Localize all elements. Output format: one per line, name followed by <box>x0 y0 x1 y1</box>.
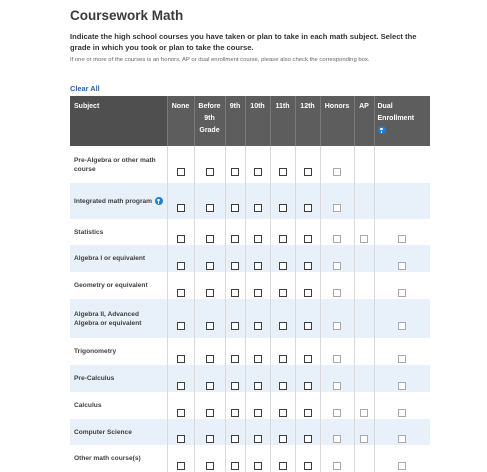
checkbox-dual-enrollment[interactable] <box>398 322 406 330</box>
checkbox-10th[interactable] <box>254 204 262 212</box>
instructions-text: Indicate the high school courses you have taken or plan to take in each math subject. Select the grade in which you took or plan to take the course. <box>70 32 417 52</box>
cell-ap <box>354 419 374 445</box>
checkbox-12th[interactable] <box>304 382 312 390</box>
table-row <box>70 338 430 365</box>
checkbox-none[interactable] <box>177 262 185 270</box>
checkbox-dual-enrollment[interactable] <box>398 289 406 297</box>
table-row <box>70 299 430 338</box>
checkbox-ap[interactable] <box>360 409 368 417</box>
cell-9th <box>225 245 245 272</box>
subject-wrap <box>74 281 167 290</box>
cell-10th <box>245 245 270 272</box>
cell-11th <box>270 445 295 472</box>
checkbox-9th[interactable] <box>231 235 239 243</box>
subject-cell <box>70 272 167 299</box>
checkbox-before-9th[interactable] <box>206 355 214 363</box>
table-row <box>70 245 430 272</box>
checkbox-9th[interactable] <box>231 355 239 363</box>
cell-honors <box>320 392 354 419</box>
cell-none <box>167 146 194 183</box>
checkbox-10th[interactable] <box>254 435 262 443</box>
cell-before-9th <box>194 146 225 183</box>
checkbox-before-9th[interactable] <box>206 435 214 443</box>
cell-dual-enrollment <box>374 445 430 472</box>
checkbox-12th[interactable] <box>304 322 312 330</box>
checkbox-10th[interactable] <box>254 322 262 330</box>
cell-dual-enrollment <box>374 146 430 183</box>
checkbox-11th[interactable] <box>279 289 287 297</box>
cell-9th <box>225 392 245 419</box>
subject-cell <box>70 146 167 183</box>
checkbox-11th[interactable] <box>279 204 287 212</box>
cell-before-9th <box>194 299 225 338</box>
checkbox-9th[interactable] <box>231 204 239 212</box>
cell-ap <box>354 299 374 338</box>
checkbox-honors[interactable] <box>333 289 341 297</box>
header-none: None <box>167 96 194 146</box>
cell-before-9th <box>194 338 225 365</box>
cell-before-9th <box>194 392 225 419</box>
checkbox-11th[interactable] <box>279 355 287 363</box>
cell-10th <box>245 419 270 445</box>
checkbox-none[interactable] <box>177 235 185 243</box>
cell-12th <box>295 445 320 472</box>
cell-12th <box>295 365 320 392</box>
note-text: If one or more of the courses is an honors, AP or dual enrollment course, please also check the corresponding box. <box>70 57 370 63</box>
checkbox-11th[interactable] <box>279 409 287 417</box>
cell-10th <box>245 183 270 219</box>
cell-10th <box>245 299 270 338</box>
cell-none <box>167 365 194 392</box>
cell-honors <box>320 245 354 272</box>
subject-cell <box>70 419 167 445</box>
table-row <box>70 146 430 183</box>
cell-before-9th <box>194 183 225 219</box>
table-row <box>70 392 430 419</box>
subject-wrap <box>74 401 167 410</box>
table-row <box>70 183 430 219</box>
subject-label: Trigonometry <box>74 348 117 355</box>
cell-dual-enrollment <box>374 219 430 245</box>
checkbox-11th[interactable] <box>279 462 287 470</box>
table-header-row <box>70 96 430 146</box>
checkbox-dual-enrollment[interactable] <box>398 409 406 417</box>
cell-none <box>167 338 194 365</box>
cell-10th <box>245 365 270 392</box>
checkbox-none[interactable] <box>177 204 185 212</box>
cell-11th <box>270 392 295 419</box>
header-before-9th: Before 9th Grade <box>194 96 225 146</box>
checkbox-12th[interactable] <box>304 235 312 243</box>
subject-cell <box>70 183 167 219</box>
cell-11th <box>270 299 295 338</box>
table-body <box>70 146 430 472</box>
subject-cell <box>70 299 167 338</box>
cell-ap <box>354 146 374 183</box>
cell-11th <box>270 272 295 299</box>
cell-9th <box>225 338 245 365</box>
checkbox-none[interactable] <box>177 435 185 443</box>
checkbox-dual-enrollment[interactable] <box>398 462 406 470</box>
checkbox-10th[interactable] <box>254 382 262 390</box>
cell-ap <box>354 272 374 299</box>
cell-honors <box>320 299 354 338</box>
cell-honors <box>320 419 354 445</box>
checkbox-9th[interactable] <box>231 322 239 330</box>
cell-11th <box>270 419 295 445</box>
header-subject: Subject <box>70 96 167 146</box>
subject-cell <box>70 365 167 392</box>
cell-9th <box>225 445 245 472</box>
checkbox-honors[interactable] <box>333 168 341 176</box>
checkbox-dual-enrollment[interactable] <box>398 382 406 390</box>
checkbox-dual-enrollment[interactable] <box>398 262 406 270</box>
cell-before-9th <box>194 219 225 245</box>
subject-wrap <box>74 428 167 437</box>
checkbox-none[interactable] <box>177 322 185 330</box>
checkbox-10th[interactable] <box>254 355 262 363</box>
subject-cell <box>70 392 167 419</box>
checkbox-before-9th[interactable] <box>206 382 214 390</box>
clear-all-link[interactable]: Clear All <box>70 84 100 93</box>
checkbox-none[interactable] <box>177 409 185 417</box>
subject-label: Pre-Calculus <box>74 375 115 382</box>
checkbox-before-9th[interactable] <box>206 322 214 330</box>
checkbox-12th[interactable] <box>304 409 312 417</box>
subject-label: Other math course(s) <box>74 455 141 462</box>
cell-9th <box>225 419 245 445</box>
checkbox-before-9th[interactable] <box>206 262 214 270</box>
cell-9th <box>225 219 245 245</box>
cell-honors <box>320 445 354 472</box>
cell-9th <box>225 299 245 338</box>
checkbox-11th[interactable] <box>279 322 287 330</box>
checkbox-11th[interactable] <box>279 235 287 243</box>
subject-wrap <box>74 254 167 263</box>
header-dual-label: Dual Enrollment <box>377 103 415 122</box>
coursework-table <box>70 96 430 472</box>
checkbox-11th[interactable] <box>279 382 287 390</box>
subject-label: Integrated math program <box>74 197 153 205</box>
cell-dual-enrollment <box>374 338 430 365</box>
cell-ap <box>354 365 374 392</box>
checkbox-12th[interactable] <box>304 435 312 443</box>
cell-11th <box>270 146 295 183</box>
header-honors: Honors <box>320 96 354 146</box>
cell-11th <box>270 365 295 392</box>
cell-honors <box>320 146 354 183</box>
cell-ap <box>354 392 374 419</box>
checkbox-honors[interactable] <box>333 462 341 470</box>
cell-12th <box>295 146 320 183</box>
cell-before-9th <box>194 272 225 299</box>
checkbox-10th[interactable] <box>254 168 262 176</box>
header-dual-enrollment <box>374 96 430 146</box>
checkbox-10th[interactable] <box>254 289 262 297</box>
table-row <box>70 219 430 245</box>
checkbox-9th[interactable] <box>231 435 239 443</box>
checkbox-12th[interactable] <box>304 462 312 470</box>
checkbox-honors[interactable] <box>333 262 341 270</box>
cell-10th <box>245 219 270 245</box>
checkbox-none[interactable] <box>177 289 185 297</box>
cell-honors <box>320 338 354 365</box>
checkbox-before-9th[interactable] <box>206 235 214 243</box>
cell-none <box>167 219 194 245</box>
cell-none <box>167 272 194 299</box>
cell-10th <box>245 272 270 299</box>
checkbox-honors[interactable] <box>333 322 341 330</box>
checkbox-10th[interactable] <box>254 409 262 417</box>
subject-cell <box>70 338 167 365</box>
checkbox-9th[interactable] <box>231 382 239 390</box>
checkbox-12th[interactable] <box>304 355 312 363</box>
checkbox-9th[interactable] <box>231 462 239 470</box>
cell-none <box>167 183 194 219</box>
checkbox-honors[interactable] <box>333 435 341 443</box>
cell-10th <box>245 146 270 183</box>
subject-cell <box>70 219 167 245</box>
cell-honors <box>320 219 354 245</box>
checkbox-before-9th[interactable] <box>206 204 214 212</box>
cell-10th <box>245 445 270 472</box>
cell-11th <box>270 183 295 219</box>
subject-wrap <box>74 347 167 356</box>
cell-9th <box>225 146 245 183</box>
checkbox-12th[interactable] <box>304 289 312 297</box>
header-11th: 11th <box>270 96 295 146</box>
header-9th: 9th <box>225 96 245 146</box>
checkbox-honors[interactable] <box>333 409 341 417</box>
checkbox-before-9th[interactable] <box>206 168 214 176</box>
checkbox-none[interactable] <box>177 382 185 390</box>
subject-wrap <box>74 374 167 383</box>
subject-label: Geometry or equivalent <box>74 282 148 289</box>
cell-11th <box>270 245 295 272</box>
checkbox-honors[interactable] <box>333 382 341 390</box>
cell-none <box>167 299 194 338</box>
cell-12th <box>295 392 320 419</box>
cell-dual-enrollment <box>374 272 430 299</box>
subject-wrap <box>74 156 167 174</box>
checkbox-9th[interactable] <box>231 409 239 417</box>
checkbox-9th[interactable] <box>231 168 239 176</box>
cell-9th <box>225 183 245 219</box>
cell-ap <box>354 245 374 272</box>
cell-ap <box>354 219 374 245</box>
cell-12th <box>295 272 320 299</box>
checkbox-11th[interactable] <box>279 435 287 443</box>
cell-before-9th <box>194 445 225 472</box>
cell-12th <box>295 245 320 272</box>
checkbox-none[interactable] <box>177 462 185 470</box>
table-row <box>70 445 430 472</box>
cell-before-9th <box>194 245 225 272</box>
cell-dual-enrollment <box>374 392 430 419</box>
subject-wrap <box>74 197 167 206</box>
cell-honors <box>320 365 354 392</box>
checkbox-12th[interactable] <box>304 168 312 176</box>
subject-cell <box>70 245 167 272</box>
cell-honors <box>320 272 354 299</box>
cell-9th <box>225 365 245 392</box>
checkbox-11th[interactable] <box>279 168 287 176</box>
subject-label: Algebra II, Advanced Algebra or equivalent <box>74 310 142 327</box>
checkbox-dual-enrollment[interactable] <box>398 355 406 363</box>
checkbox-11th[interactable] <box>279 262 287 270</box>
table-row <box>70 419 430 445</box>
info-icon[interactable] <box>155 197 163 205</box>
checkbox-10th[interactable] <box>254 262 262 270</box>
checkbox-honors[interactable] <box>333 204 341 212</box>
cell-12th <box>295 183 320 219</box>
header-12th: 12th <box>295 96 320 146</box>
checkbox-none[interactable] <box>177 168 185 176</box>
cell-ap <box>354 338 374 365</box>
cell-11th <box>270 219 295 245</box>
cell-12th <box>295 419 320 445</box>
checkbox-12th[interactable] <box>304 262 312 270</box>
cell-dual-enrollment <box>374 183 430 219</box>
header-ap: AP <box>354 96 374 146</box>
subject-label: Computer Science <box>74 428 132 436</box>
subject-label: Pre-Algebra or other math course <box>74 156 156 173</box>
table-row <box>70 365 430 392</box>
cell-dual-enrollment <box>374 419 430 445</box>
table-row <box>70 272 430 299</box>
subject-label: Calculus <box>74 402 102 409</box>
cell-11th <box>270 338 295 365</box>
checkbox-ap[interactable] <box>360 435 368 443</box>
checkbox-dual-enrollment[interactable] <box>398 435 406 443</box>
subject-wrap <box>74 228 167 237</box>
cell-none <box>167 392 194 419</box>
page-title: Coursework Math <box>70 8 184 23</box>
subject-cell <box>70 445 167 472</box>
cell-10th <box>245 392 270 419</box>
cell-dual-enrollment <box>374 299 430 338</box>
cell-none <box>167 245 194 272</box>
cell-none <box>167 419 194 445</box>
checkbox-10th[interactable] <box>254 235 262 243</box>
subject-wrap <box>74 310 167 328</box>
checkbox-12th[interactable] <box>304 204 312 212</box>
subject-label: Algebra I or equivalent <box>74 255 146 262</box>
info-icon[interactable] <box>378 126 386 134</box>
checkbox-10th[interactable] <box>254 462 262 470</box>
header-10th: 10th <box>245 96 270 146</box>
checkbox-dual-enrollment[interactable] <box>398 235 406 243</box>
cell-ap <box>354 445 374 472</box>
cell-ap <box>354 183 374 219</box>
checkbox-honors[interactable] <box>333 235 341 243</box>
subject-wrap <box>74 454 167 463</box>
cell-12th <box>295 299 320 338</box>
checkbox-none[interactable] <box>177 355 185 363</box>
checkbox-before-9th[interactable] <box>206 462 214 470</box>
cell-10th <box>245 338 270 365</box>
checkbox-before-9th[interactable] <box>206 289 214 297</box>
cell-none <box>167 445 194 472</box>
cell-9th <box>225 272 245 299</box>
cell-dual-enrollment <box>374 245 430 272</box>
checkbox-9th[interactable] <box>231 289 239 297</box>
cell-before-9th <box>194 365 225 392</box>
checkbox-before-9th[interactable] <box>206 409 214 417</box>
cell-before-9th <box>194 419 225 445</box>
checkbox-9th[interactable] <box>231 262 239 270</box>
cell-honors <box>320 183 354 219</box>
checkbox-honors[interactable] <box>333 355 341 363</box>
cell-12th <box>295 219 320 245</box>
cell-dual-enrollment <box>374 365 430 392</box>
subject-label: Statistics <box>74 228 104 236</box>
cell-12th <box>295 338 320 365</box>
checkbox-ap[interactable] <box>360 235 368 243</box>
